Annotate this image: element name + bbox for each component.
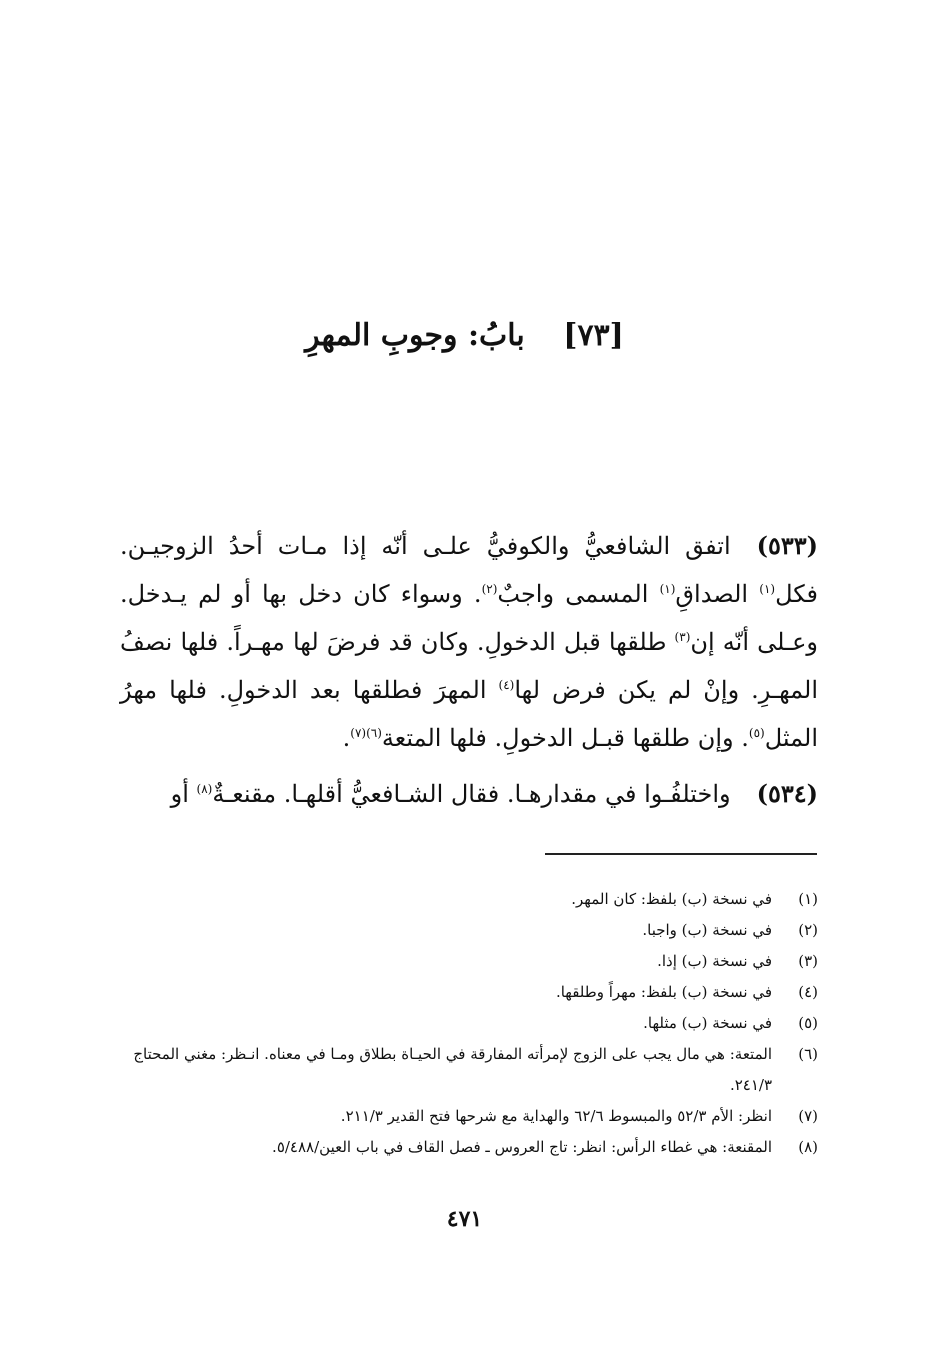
footnote-reference: (٨) [196,782,213,796]
footnote-text: في نسخة (ب) واجبا. [642,921,772,939]
footnote-reference: (٢) [481,582,498,596]
paragraph-text: الصداقِ [675,580,760,608]
paragraph-text: اتفق الشافعيُّ والكوفيُّ علـى أنّه إذا مـات أحدُ الزوجيـن. فكل [120,532,819,608]
footnote [118,1132,818,1163]
footnote-reference: (١) [659,582,676,596]
paragraph-text: واختلفُـوا في مقدارهـا. فقال الشـافعيُّ أقلهـا. مقنعـةٌ [212,780,731,808]
footnote-reference: (٤) [498,678,515,692]
chapter-number: [٧٣] [563,318,624,353]
footnote-number: (٨) [798,1138,818,1156]
footnote [118,946,818,977]
footnote-text: انظر: الأم ٥٢/٣ والمبسوط ٦٢/٦ والهداية مع شرحها فتح القدير ٢١١/٣. [340,1107,772,1125]
footnote-text: المقنعة: هي غطاء الرأس: انظر: تاج العروس ـ فصل القاف في باب العين/٥/٤٨٨. [272,1138,772,1156]
page-number: ٤٧١ [446,1206,483,1232]
footnote [118,915,818,946]
footnote-number: (٤) [798,983,818,1001]
footnote-reference: (٣) [674,630,691,644]
paragraph-text: أو [170,780,197,808]
footnote-text: في نسخة (ب) بلفظ: كان المهر. [571,890,772,908]
chapter-heading [0,318,929,353]
footnote [118,1039,818,1101]
paragraph-text: . وسواء كان دخل بها أو لم يـدخل. وعـلى أنّه إن [120,580,819,656]
footnote-separator [545,853,817,855]
paragraph-text: . وإن طلقها قبـل الدخولِ. فلها المتعة [381,724,749,752]
main-text [120,522,818,826]
paragraph [120,770,818,818]
chapter-title: بابُ: وجوبِ المهرِ [305,318,525,353]
footnote [118,884,818,915]
footnote [118,1101,818,1132]
paragraph-text: طلقها قبل الدخولِ. وكان قد فرضَ لها مهـراً. فلها نصفُ المهـرِ. وإنْ لم يكن فرض لها [120,628,818,704]
footnote-number: (٧) [798,1107,818,1125]
footnote-number: (٣) [798,952,818,970]
paragraph-text: . [342,724,351,752]
footnote-text: في نسخة (ب) إذا. [657,952,772,970]
footnote-number: (٢) [798,921,818,939]
footnote-number: (٥) [798,1014,818,1032]
paragraph [120,522,818,762]
footnote-text: في نسخة (ب) مثلها. [643,1014,772,1032]
paragraph-number: (٥٣٣) [756,531,818,560]
footnotes-list [118,884,818,1163]
footnote-number: (١) [798,890,818,908]
paragraph-text: المسمى واجبٌ [497,580,660,608]
footnote-number: (٦) [798,1045,818,1063]
footnote [118,977,818,1008]
footnote [118,1008,818,1039]
footnote-text: في نسخة (ب) بلفظ: مهراً وطلقها. [555,983,772,1001]
footnote-reference: (١) [759,582,776,596]
footnote-text: المتعة: هي مال يجب على الزوج لإمرأته المفارقة في الحيـاة بطلاق ومـا في معناه. انـظر: مغني المحتاج ٢٤١/٣. [133,1045,772,1094]
footnote-reference: (٦)(٧) [350,726,382,740]
paragraph-text: المهرَ فطلقها بعد الدخولِ. فلها مهرُ المثل [120,676,818,752]
paragraph-number: (٥٣٤) [756,779,818,808]
footnote-reference: (٥) [748,726,765,740]
